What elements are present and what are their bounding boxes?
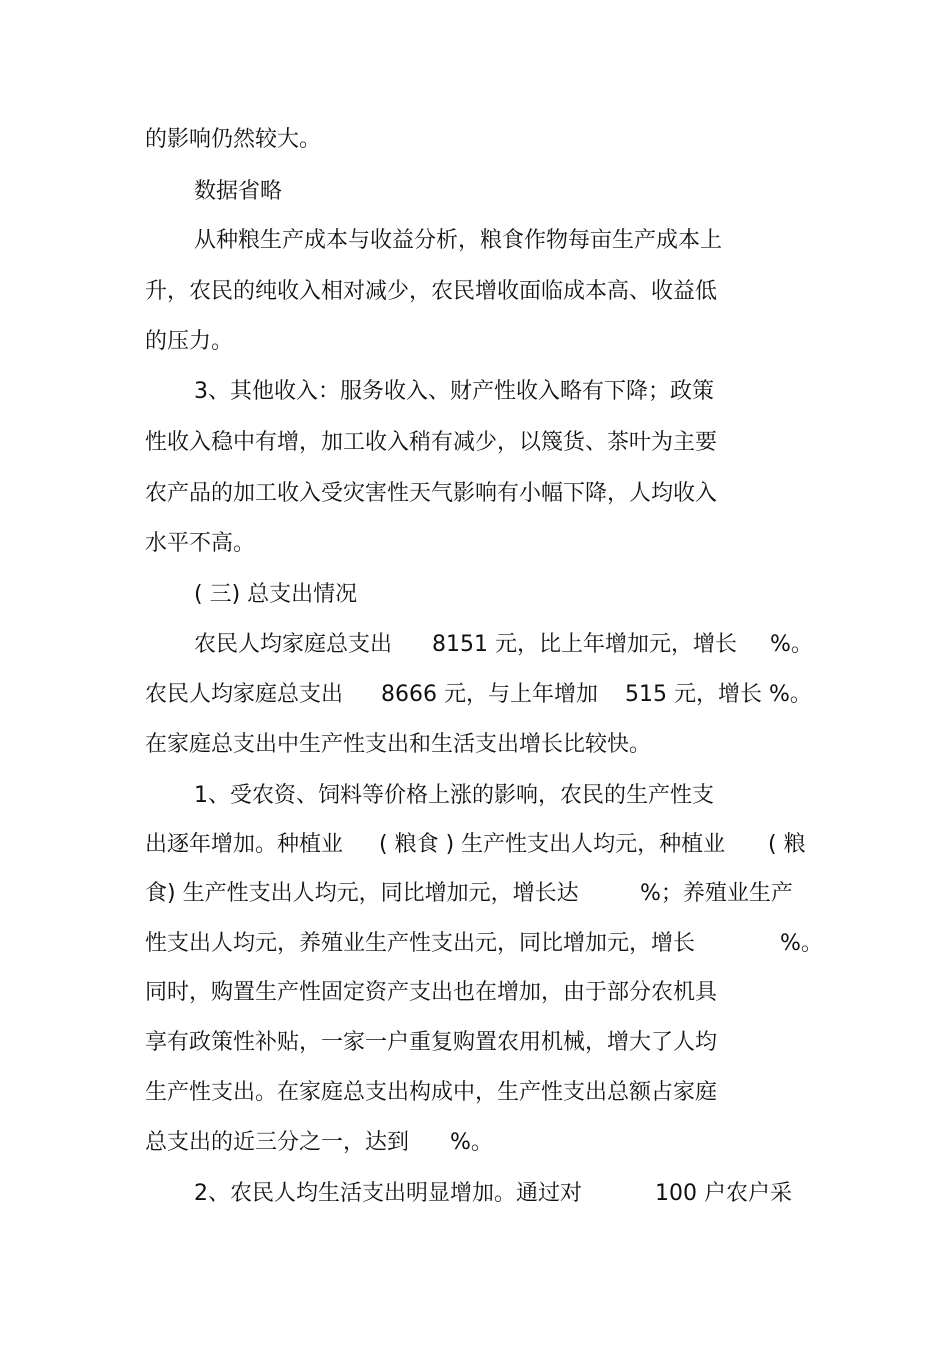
text-segment: ( 粮 (768, 832, 806, 857)
text-line (0, 1123, 950, 1163)
text-line (0, 322, 950, 362)
text-line (0, 973, 950, 1013)
text-line (0, 725, 950, 765)
text-segment: 性支出人均元，养殖业生产性支出元，同比增加元，增长 (145, 931, 696, 956)
text-segment: 水平不高。 (145, 531, 256, 556)
text-segment: ( 三) 总支出情况 (194, 582, 358, 607)
text-segment: 农产品的加工收入受灾害性天气影响有小幅下降，人均收入 (145, 481, 718, 506)
text-line (0, 575, 950, 615)
text-line (0, 372, 950, 412)
text-segment: 生产性支出。在家庭总支出构成中，生产性支出总额占家庭 (145, 1080, 718, 1105)
text-segment: 享有政策性补贴，一家一户重复购置农用机械，增大了人均 (145, 1030, 718, 1055)
text-line (0, 625, 950, 665)
text-line (0, 874, 950, 914)
text-line (0, 423, 950, 463)
text-segment: 在家庭总支出中生产性支出和生活支出增长比较快。 (145, 732, 652, 757)
text-line (0, 1023, 950, 1063)
text-line (0, 474, 950, 514)
text-segment: 食) 生产性支出人均元，同比增加元，增长达 (145, 881, 579, 906)
text-segment: 同时，购置生产性固定资产支出也在增加，由于部分农机具 (145, 980, 718, 1005)
text-segment: %。 (450, 1130, 493, 1155)
text-line (0, 524, 950, 564)
text-segment: 升，农民的纯收入相对减少，农民增收面临成本高、收益低 (145, 279, 718, 304)
text-segment: 的压力。 (145, 329, 234, 354)
text-segment: %。 (780, 931, 823, 956)
text-segment: 2、农民人均生活支出明显增加。通过对 (194, 1181, 582, 1206)
text-segment: 出逐年增加。种植业 (145, 832, 344, 857)
text-segment: 100 户农户采 (655, 1181, 792, 1206)
text-line (0, 924, 950, 964)
text-segment: %；养殖业生产 (640, 881, 793, 906)
text-segment: %。 (770, 632, 813, 657)
text-line (0, 221, 950, 261)
text-line (0, 120, 950, 160)
text-segment: 1、受农资、饲料等价格上涨的影响，农民的生产性支 (194, 783, 714, 808)
text-segment: 的影响仍然较大。 (145, 127, 322, 152)
text-line (0, 1073, 950, 1113)
text-segment: 性收入稳中有增，加工收入稍有减少，以篾货、茶叶为主要 (145, 430, 718, 455)
text-segment: 3、其他收入：服务收入、财产性收入略有下降；政策 (194, 379, 714, 404)
text-segment: 数据省略 (194, 179, 283, 204)
text-line (0, 172, 950, 212)
text-line (0, 776, 950, 816)
text-segment: ( 粮食 ) 生产性支出人均元，种植业 (379, 832, 726, 857)
text-line (0, 825, 950, 865)
text-segment: 从种粮生产成本与收益分析，粮食作物每亩生产成本上 (194, 228, 723, 253)
text-segment: 农民人均家庭总支出 (145, 682, 344, 707)
text-line (0, 1174, 950, 1214)
text-segment: 515 元，增长 %。 (625, 682, 812, 707)
text-line (0, 272, 950, 312)
text-segment: 8151 元，比上年增加元，增长 (432, 632, 737, 657)
text-line (0, 675, 950, 715)
text-segment: 8666 元，与上年增加 (381, 682, 598, 707)
text-segment: 总支出的近三分之一，达到 (145, 1130, 410, 1155)
text-segment: 农民人均家庭总支出 (194, 632, 393, 657)
